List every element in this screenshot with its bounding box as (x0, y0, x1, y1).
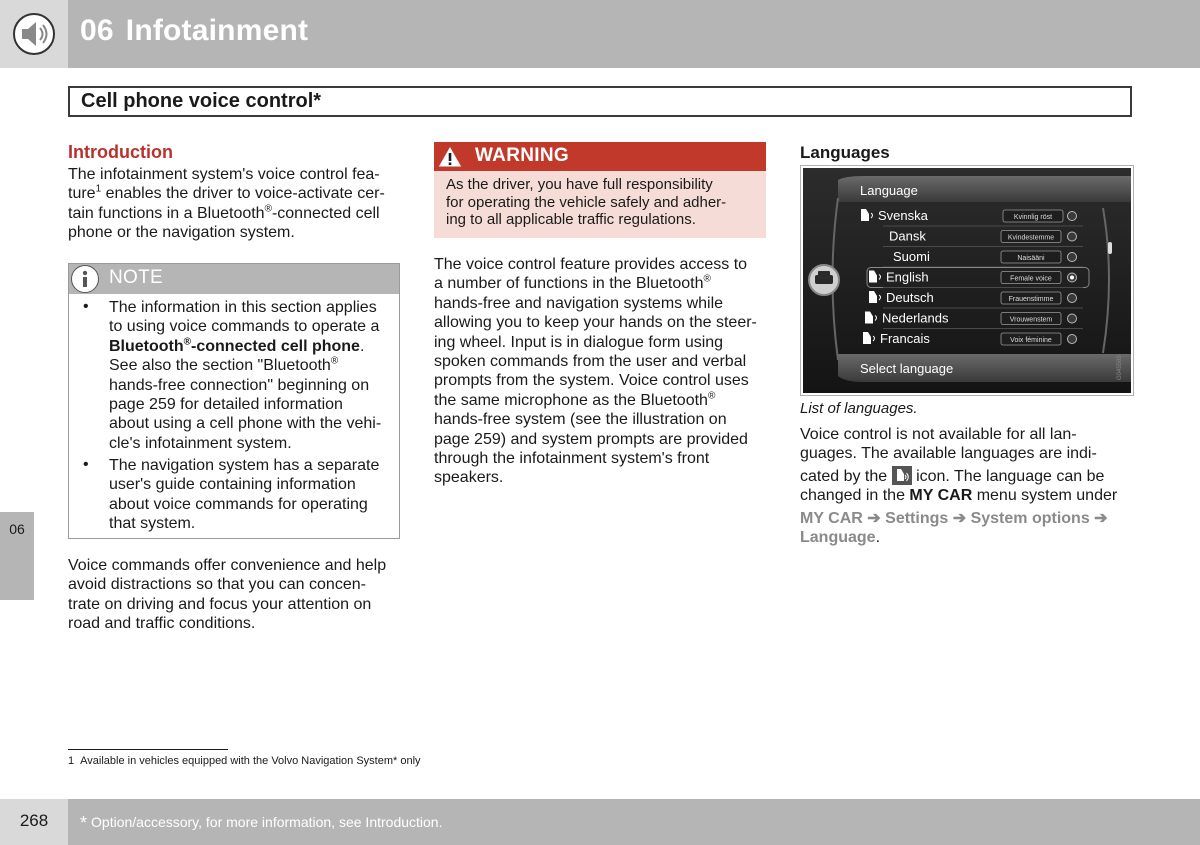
text-line: spoken commands from the user and verbal (434, 353, 747, 371)
language-screen-svg (803, 168, 1131, 393)
language-radio[interactable] (1068, 212, 1077, 221)
voice-label: Kvinnlig röst (1013, 214, 1053, 221)
menu-path-item: Settings (885, 509, 949, 527)
screen-footer: Select language (860, 361, 954, 376)
languages-heading: Languages (800, 143, 890, 162)
text-line: avoid distractions so that you can concen- (68, 576, 366, 594)
note-box (68, 263, 400, 539)
text-line: ing wheel. Input is in dialogue form using (434, 333, 724, 351)
asterisk-icon: * (80, 813, 88, 833)
introduction-paragraph (68, 165, 400, 243)
chapter-number: 06 (80, 14, 114, 47)
text-line: Voice control is not available for all lan- (800, 426, 1077, 443)
bullet-icon: • (83, 456, 89, 473)
text-line (800, 466, 1132, 486)
chapter-name: Infotainment (125, 14, 309, 47)
language-name: Nederlands (882, 310, 949, 326)
text-line: prompts from the system. Voice control uses (434, 372, 749, 390)
text-line: hands-free system (see the illustration on (434, 411, 727, 429)
voice-label: Vrouwenstem (1009, 316, 1053, 324)
footnote-ref: 1 (95, 184, 102, 196)
text-span: enables the driver to voice-activate cer- (101, 185, 385, 203)
text-line: hands-free connection" beginning on (109, 376, 370, 394)
arrow-right-icon: ➔ (867, 509, 881, 527)
footnote-rule (68, 749, 228, 750)
voice-label: Frauenstimme (1008, 296, 1054, 303)
chapter-side-tab (0, 512, 34, 600)
language-radio[interactable] (1068, 294, 1077, 303)
menu-path-item: MY CAR (800, 509, 863, 527)
chapter-title (80, 14, 308, 48)
languages-paragraph (800, 425, 1132, 547)
voice-control-paragraph (434, 255, 766, 488)
text-span: the same microphone as the Bluetooth (434, 391, 708, 409)
text-line: The voice control feature provides access to (434, 256, 748, 273)
footnote-marker: 1 (68, 755, 75, 767)
text-line: hands-free and navigation systems while (434, 294, 724, 312)
menu-path-item: System options (970, 509, 1090, 527)
warning-triangle-icon (437, 145, 463, 168)
voice-label: Female voice (1010, 275, 1052, 283)
language-radio[interactable] (1068, 314, 1077, 323)
text-line (434, 274, 766, 293)
voice-label: Kvindestemme (1007, 234, 1055, 242)
menu-path (800, 509, 1132, 528)
text-line: The information in this section applies (109, 299, 377, 316)
text-line: As the driver, you have full responsibility (446, 176, 713, 193)
car-icon-body (815, 275, 833, 284)
radio-selected-dot (1070, 276, 1074, 280)
text-span: . (359, 337, 365, 355)
figure-caption: List of languages. (800, 400, 918, 417)
page-number: 268 (19, 811, 49, 830)
voice-label: Naisääni (1017, 255, 1045, 262)
text-span: icon. The language can be (911, 467, 1105, 485)
text-span: cated by the (800, 467, 892, 485)
text-line: ing to all applicable traffic regulations. (446, 211, 696, 228)
text-span: -connected cell (271, 204, 380, 222)
language-name: Svenska (878, 208, 928, 223)
text-span: -connected cell phone (191, 337, 360, 355)
note-title-bar (69, 264, 399, 294)
menu-path-item: Language (800, 529, 876, 547)
footnote (68, 755, 421, 767)
text-line (109, 356, 389, 375)
warning-title-bar (434, 142, 766, 171)
text-line: guages. The available languages are indi- (800, 445, 1097, 463)
registered-mark: ® (264, 203, 272, 215)
registered-mark: ® (707, 390, 716, 402)
text-line: user's guide containing information (109, 476, 356, 494)
text-line: phone or the navigation system. (68, 224, 295, 242)
illustration-code: G045585 (1117, 355, 1123, 380)
voice-icon (892, 466, 912, 485)
text-line: cle's infotainment system. (109, 434, 292, 452)
text-line: Voice commands offer convenience and help (68, 557, 387, 574)
text-span: a number of functions in the Bluetooth (434, 275, 704, 293)
language-name: Suomi (893, 249, 930, 264)
menu-path-end (800, 528, 1132, 547)
text-span: menu system under (972, 487, 1118, 505)
convenience-paragraph (68, 556, 400, 634)
footnote-text: Available in vehicles equipped with the Volvo Navigation System* only (80, 755, 421, 767)
language-name: Deutsch (886, 290, 934, 305)
text-line: page 259 for detailed information (109, 396, 343, 414)
text-span: . (875, 529, 881, 547)
text-line (800, 486, 1132, 505)
scroll-thumb[interactable] (1108, 242, 1112, 254)
speaker-icon (0, 0, 68, 68)
text-line: to using voice commands to operate a (109, 318, 380, 336)
text-line: road and traffic conditions. (68, 615, 256, 633)
bullet-icon: • (83, 298, 89, 315)
text-line: speakers. (434, 469, 504, 487)
section-title: Cell phone voice control* (81, 90, 322, 112)
language-radio[interactable] (1068, 253, 1077, 262)
footer-bar (68, 799, 1200, 845)
registered-mark: ® (183, 336, 192, 348)
text-line: through the infotainment system's front (434, 450, 710, 468)
text-line (68, 184, 400, 203)
language-name: English (886, 269, 929, 285)
note-bullet-1 (109, 298, 389, 453)
text-span: See also the section "Bluetooth (109, 357, 331, 375)
chapter-icon-box (0, 0, 68, 68)
text-line: for operating the vehicle safely and adher- (446, 193, 727, 211)
text-span: changed in the (800, 487, 910, 505)
text-line: allowing you to keep your hands on the steer- (434, 314, 757, 332)
text-line: about using a cell phone with the vehi- (109, 415, 382, 433)
language-name: Francais (880, 331, 930, 346)
menu-name: MY CAR (909, 487, 973, 505)
language-screen-illustration (800, 165, 1134, 396)
warning-text (446, 176, 756, 229)
screen-title: Language (860, 183, 918, 198)
footer-note-text: Option/accessory, for more information, see Introduction. (91, 814, 443, 830)
text-line: trate on driving and focus your attention on (68, 595, 372, 613)
arrow-right-icon: ➔ (1094, 509, 1108, 527)
warning-box (434, 142, 766, 238)
text-line: The navigation system has a separate (109, 457, 380, 474)
text-line: page 259) and system prompts are provided (434, 430, 748, 448)
text-line (109, 337, 389, 356)
arrow-right-icon: ➔ (952, 509, 967, 527)
section-title-bar (68, 86, 1132, 117)
side-tab-label: 06 (9, 521, 25, 537)
note-title: NOTE (109, 267, 163, 288)
text-line: The infotainment system's voice control fea- (68, 166, 380, 183)
language-screen (803, 168, 1131, 393)
info-icon (71, 265, 99, 293)
car-icon-roof (818, 271, 830, 276)
text-line: about voice commands for operating (109, 495, 368, 513)
warning-title: WARNING (475, 145, 569, 166)
footer-page-box (0, 799, 68, 845)
registered-mark: ® (703, 274, 711, 286)
voice-label: Voix féminine (1010, 337, 1052, 344)
text-line (434, 391, 766, 410)
text-span: tain functions in a Bluetooth (68, 204, 265, 222)
language-radio[interactable] (1068, 232, 1077, 241)
registered-mark: ® (330, 355, 339, 367)
text-span: ture (68, 185, 96, 203)
text-line: that system. (109, 515, 196, 533)
language-radio[interactable] (1068, 335, 1077, 344)
note-bullet-2 (109, 456, 389, 534)
text-span: Bluetooth (109, 337, 184, 355)
footer-note (80, 813, 442, 834)
language-name: Dansk (889, 228, 926, 244)
text-line (68, 204, 400, 223)
introduction-heading: Introduction (68, 142, 173, 162)
